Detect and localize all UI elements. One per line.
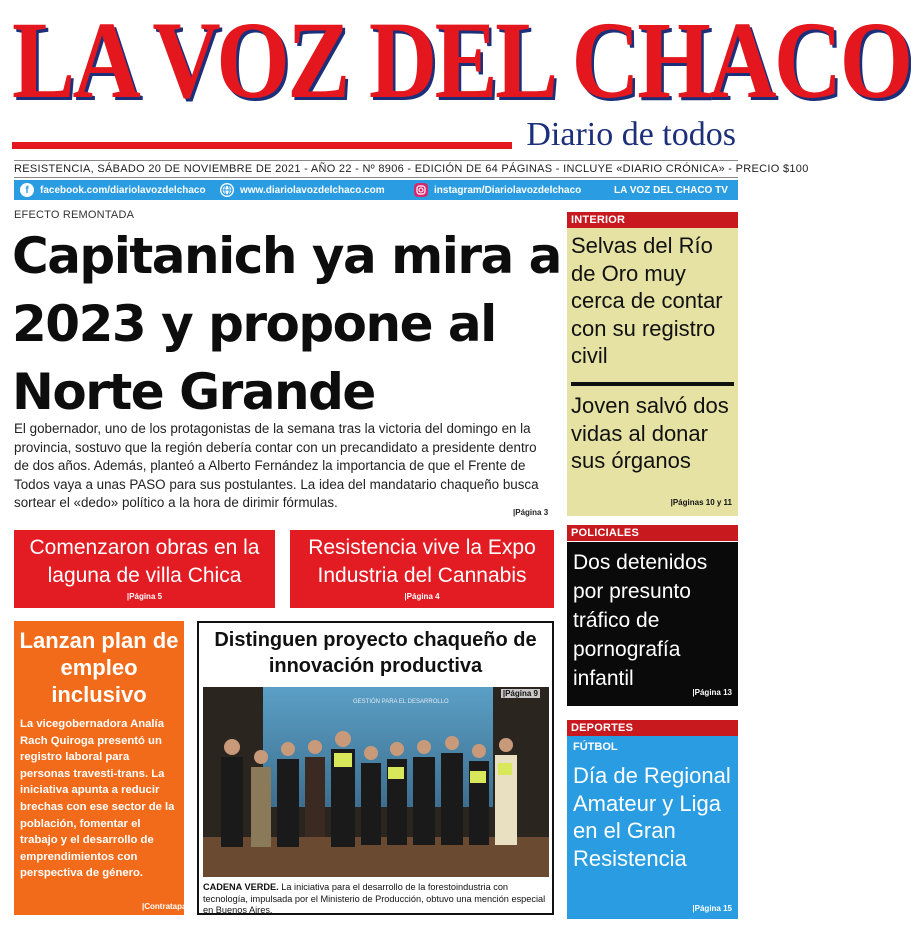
- page-ref: |Página 4: [404, 592, 440, 601]
- story-body: La vicegobernadora Analía Rach Quiroga presentó un registro laboral para personas travesti-trans. La iniciativa apunta a reducir brechas con ese sector de la población, fomentar el trabajo y el desarrollo de emprendimientos con perspectiva de género.: [20, 718, 175, 880]
- tv-label: LA VOZ DEL CHACO TV: [614, 184, 728, 196]
- story-innovacion-productiva[interactable]: [197, 621, 554, 915]
- social-bar: [14, 180, 738, 200]
- tv-link[interactable]: [614, 185, 728, 196]
- story-detenidos[interactable]: [567, 542, 738, 706]
- globe-icon: [220, 183, 234, 197]
- story-title: Distinguen proyecto chaqueño de innovación productiva: [214, 629, 537, 677]
- story-title: Lanzan plan de empleo inclusivo: [19, 628, 179, 707]
- page-ref: |Página 5: [126, 592, 163, 601]
- caption-lead: CADENA VERDE.: [203, 882, 279, 892]
- page-ref: |Página 9: [502, 689, 538, 698]
- website-link[interactable]: [220, 183, 414, 197]
- lead-headline[interactable]: Capitanich ya mira a 2023 y propone al Norte Grande: [12, 227, 561, 421]
- instagram-icon: [414, 183, 428, 197]
- section-deportes[interactable]: DEPORTES: [567, 720, 738, 736]
- page-ref: |Páginas 10 y 11: [670, 498, 732, 507]
- story-title: Resistencia vive la Expo Industria del Cannabis: [308, 536, 536, 587]
- website-label: www.diariolavozdelchaco.com: [240, 184, 385, 196]
- lead-kicker: EFECTO REMONTADA: [14, 209, 135, 221]
- newspaper-title[interactable]: LA VOZ DEL CHACO: [12, 0, 911, 121]
- instagram-link[interactable]: [414, 183, 614, 197]
- divider: [571, 382, 734, 386]
- story-title: Dos detenidos por presunto tráfico de pornografía infantil: [573, 551, 708, 690]
- story-title: Comenzaron obras en la laguna de villa Chica: [29, 536, 260, 587]
- edition-line: RESISTENCIA, SÁBADO 20 DE NOVIEMBRE DE 2021 - AÑO 22 - Nº 8906 - EDICIÓN DE 64 PÁGINAS - INCLUYE «DIARIO CRÓNICA» - PRECIO $100: [14, 160, 738, 178]
- story-laguna-villa-chica[interactable]: [14, 530, 275, 608]
- page-ref: |Página 13: [692, 688, 732, 697]
- masthead-rule: [12, 142, 512, 149]
- story-subtag: FÚTBOL: [573, 741, 618, 753]
- section-policiales[interactable]: POLICIALES: [567, 525, 738, 541]
- instagram-label: instagram/Diariolavozdelchaco: [434, 184, 582, 196]
- story-futbol[interactable]: [567, 736, 738, 919]
- page-ref: |Contratapa: [142, 902, 187, 911]
- banner-text: GESTIÓN PARA EL DESARROLLO: [353, 699, 449, 705]
- caption-text: La iniciativa para el desarrollo de la forestoindustria con tecnología, impulsada por el Ministerio de Producción, obtuvo una mención especial en Buenos Aires.: [203, 882, 546, 916]
- facebook-label: facebook.com/diariolavozdelchaco: [40, 184, 206, 196]
- story-selvas-rio-de-oro[interactable]: Selvas del Río de Oro muy cerca de contar con su registro civil: [571, 233, 723, 368]
- story-expo-cannabis[interactable]: [290, 530, 554, 608]
- story-donacion-organos[interactable]: Joven salvó dos vidas al donar sus órganos: [571, 393, 729, 473]
- page-ref: |Página 15: [692, 904, 732, 913]
- facebook-icon: f: [20, 183, 34, 197]
- newspaper-tagline: Diario de todos: [526, 116, 736, 153]
- lead-body: El gobernador, uno de los protagonistas de la semana tras la victoria del domingo en la provincia, sostuvo que la región debería contar con un precandidato a presidente dentro de dos años. Además, planteó a Alberto Fernández la importancia de que el Frente de Todos vaya a unas PASO para sus postulantes. La idea del mandatario chaqueño busca sortear el «dedo» político a la hora de dirimir fórmulas.: [14, 421, 539, 511]
- section-interior[interactable]: INTERIOR: [567, 212, 738, 228]
- story-plan-empleo[interactable]: [14, 621, 187, 915]
- photo-caption: [203, 882, 551, 917]
- masthead: [8, 0, 911, 154]
- story-title: Día de Regional Amateur y Liga en el Gran Resistencia: [573, 763, 731, 871]
- group-photo: [203, 687, 549, 877]
- lead-page-ref: |Página 3: [513, 508, 549, 517]
- facebook-link[interactable]: [20, 183, 220, 197]
- interior-stories: [567, 228, 738, 516]
